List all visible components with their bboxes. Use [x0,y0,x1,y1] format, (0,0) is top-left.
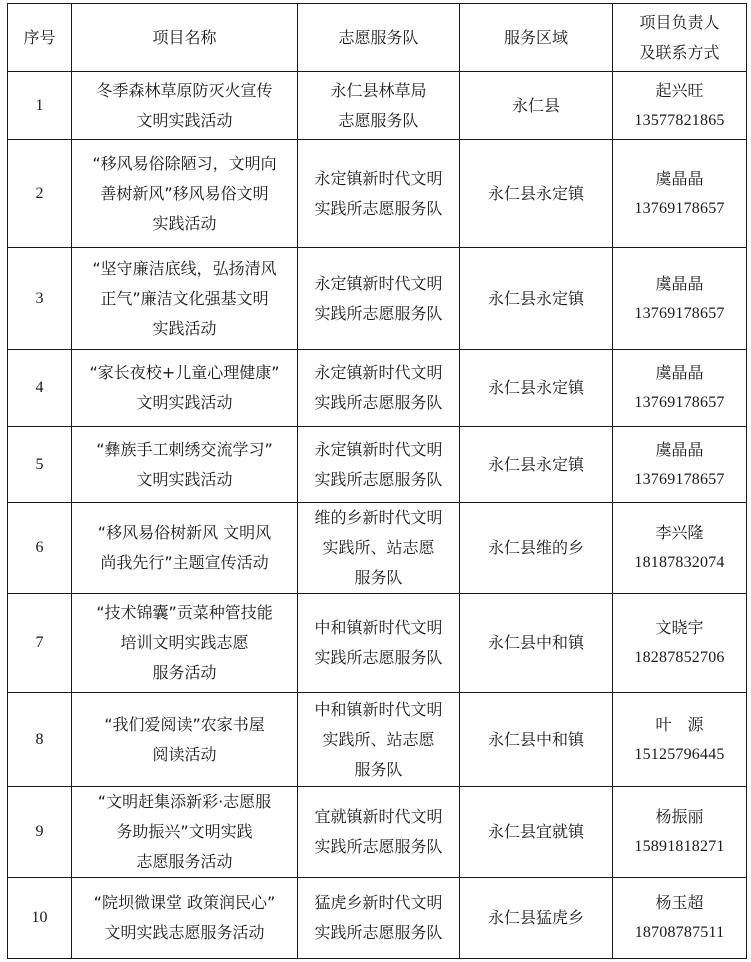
table-row [8,693,747,787]
team-line: 永定镇新时代文明 [314,168,443,188]
team-line: 实践所志愿服务队 [314,923,443,942]
project-name-line: “移风易俗树新风 文明风 [97,523,272,542]
project-name [72,787,298,878]
contact [613,878,747,959]
project-name-line: 实践活动 [152,318,217,338]
team-line: 永定镇新时代文明 [314,439,443,459]
contact [613,350,747,427]
contact-phone: 13769178657 [634,199,725,217]
table-row [8,427,747,503]
project-name-line: 实践活动 [152,213,217,233]
project-name [72,72,298,140]
service-area: 永仁县维的乡 [460,503,613,594]
project-name-line: 文明实践活动 [136,469,233,489]
project-name-line: 尚我先行”主题宣传活动 [100,553,269,572]
volunteer-team [298,72,460,140]
table-row [8,72,747,140]
row-index: 8 [8,693,72,787]
team-line: 实践所志愿服务队 [314,198,443,218]
table-row [8,787,747,878]
contact-name: 虞晶晶 [655,273,704,293]
contact [613,72,747,140]
table-row [8,594,747,693]
row-index: 2 [8,140,72,248]
project-name-line: 志愿服务活动 [136,852,233,871]
team-line: 服务队 [354,759,403,779]
team-line: 实践所志愿服务队 [314,469,443,489]
project-name-line: 阅读活动 [152,744,217,764]
header-index: 序号 [8,4,72,72]
volunteer-team [298,350,460,427]
project-name-line: “院坝微课堂 政策润民心” [93,893,276,912]
contact [613,140,747,248]
contact-phone: 13769178657 [634,470,725,488]
contact-phone: 13769178657 [634,394,725,411]
header-contact [613,4,747,72]
team-line: 实践所志愿服务队 [314,648,443,667]
header-contact-line1: 项目负责人 [639,12,720,32]
header-volunteer-team: 志愿服务队 [298,4,460,72]
project-name-line: 冬季森林草原防灭火宣传 [96,80,273,100]
volunteer-team [298,140,460,248]
service-area: 永仁县中和镇 [460,594,613,693]
team-line: 中和镇新时代文明 [314,699,443,719]
table-row [8,878,747,959]
volunteer-projects-table [7,3,747,959]
contact [613,427,747,503]
service-area: 永仁县永定镇 [460,248,613,350]
team-line: 实践所、站志愿 [322,538,435,557]
row-index: 1 [8,72,72,140]
contact-phone: 18708787511 [634,924,725,941]
table-row [8,503,747,594]
contact-name: 文晓宇 [655,618,704,637]
contact-phone: 15891818271 [634,838,725,855]
contact-name: 杨振丽 [655,807,704,826]
row-index: 10 [8,878,72,959]
team-line: 实践所志愿服务队 [314,837,443,856]
table-row [8,140,747,248]
service-area: 永仁县中和镇 [460,693,613,787]
team-line: 维的乡新时代文明 [314,508,443,527]
contact-name: 虞晶晶 [655,363,704,382]
service-area: 永仁县猛虎乡 [460,878,613,959]
team-line: 永定镇新时代文明 [314,363,443,382]
header-row [8,4,747,72]
project-name [72,878,298,959]
service-area: 永仁县永定镇 [460,350,613,427]
team-line: 猛虎乡新时代文明 [314,893,443,912]
contact-phone: 13577821865 [634,111,725,129]
volunteer-team [298,787,460,878]
project-name-line: 服务活动 [152,663,217,682]
service-area: 永仁县宜就镇 [460,787,613,878]
project-name-line: “文明赶集添新彩·志愿服 [97,792,272,811]
table-row [8,248,747,350]
contact [613,503,747,594]
header-project-name: 项目名称 [72,4,298,72]
project-name-line: 务助振兴”文明实践 [116,822,253,841]
table-row [8,350,747,427]
volunteer-team [298,594,460,693]
volunteer-team [298,427,460,503]
contact-name: 杨玉超 [655,893,704,912]
project-name-line: “我们爱阅读”农家书屋 [104,714,265,734]
contact-phone: 18287852706 [634,649,725,666]
contact-name: 叶 源 [655,714,704,734]
volunteer-team [298,878,460,959]
project-name [72,248,298,350]
project-name-line: 培训文明实践志愿 [120,633,249,652]
project-name-line: “技术锦囊”贡菜种管技能 [96,603,273,622]
project-name-line: 文明实践活动 [136,393,233,412]
contact [613,248,747,350]
team-line: 永仁县林草局 [330,80,427,100]
row-index: 3 [8,248,72,350]
project-name-line: 文明实践志愿服务活动 [104,923,265,942]
contact [613,693,747,787]
contact-name: 虞晶晶 [655,439,704,459]
team-line: 实践所、站志愿 [322,729,435,749]
project-name-line: “彝族手工刺绣交流学习” [96,439,273,459]
project-name-line: “家长夜校+儿童心理健康” [89,363,280,382]
contact-name: 虞晶晶 [655,168,704,188]
service-area: 永仁县永定镇 [460,427,613,503]
project-name [72,427,298,503]
row-index: 6 [8,503,72,594]
row-index: 7 [8,594,72,693]
project-name-line: 善树新风”移风易俗文明 [100,183,269,203]
team-line: 宜就镇新时代文明 [314,807,443,826]
project-name [72,503,298,594]
project-name-line: 正气”廉洁文化强基文明 [100,288,269,308]
row-index: 9 [8,787,72,878]
contact-phone: 13769178657 [634,304,725,322]
project-name [72,693,298,787]
contact [613,787,747,878]
team-line: 永定镇新时代文明 [314,273,443,293]
team-line: 服务队 [354,568,403,587]
volunteer-team [298,693,460,787]
contact-phone: 18187832074 [634,554,725,571]
contact [613,594,747,693]
volunteer-team [298,248,460,350]
contact-name: 起兴旺 [655,80,704,100]
team-line: 实践所志愿服务队 [314,393,443,412]
project-name-line: “移风易俗除陋习，文明向 [92,153,277,173]
team-line: 实践所志愿服务队 [314,303,443,323]
team-line: 志愿服务队 [338,110,419,130]
team-line: 中和镇新时代文明 [314,618,443,637]
volunteer-team [298,503,460,594]
header-contact-line2: 及联系方式 [639,42,720,62]
project-name [72,350,298,427]
service-area: 永仁县 [460,72,613,140]
row-index: 4 [8,350,72,427]
row-index: 5 [8,427,72,503]
project-name-line: “坚守廉洁底线，弘扬清风 [92,258,277,278]
project-name [72,140,298,248]
service-area: 永仁县永定镇 [460,140,613,248]
contact-name: 李兴隆 [655,523,704,542]
contact-phone: 15125796445 [634,745,725,763]
project-name [72,594,298,693]
project-name-line: 文明实践活动 [136,110,233,130]
header-service-area: 服务区域 [460,4,613,72]
